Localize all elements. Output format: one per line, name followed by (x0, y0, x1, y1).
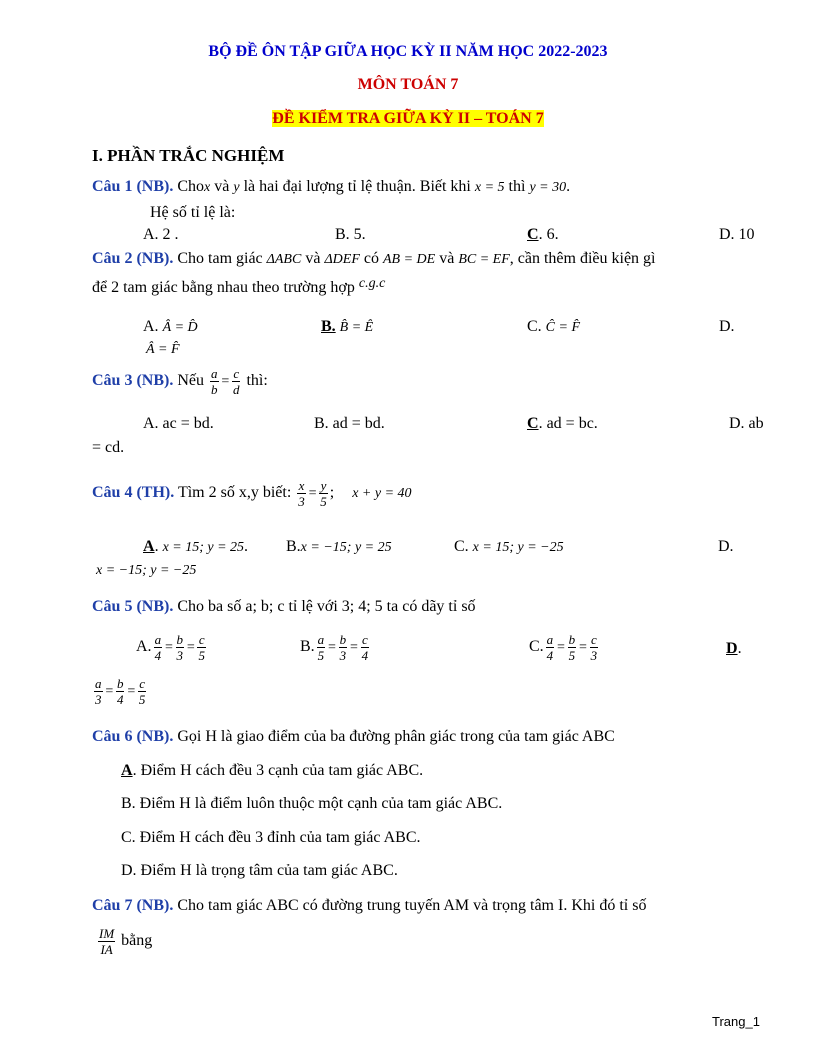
fraction (197, 632, 206, 663)
question-label: Câu 4 (TH). (92, 484, 175, 502)
frac-num: c (361, 632, 368, 647)
frac-den: 5 (317, 648, 325, 663)
q6-text: Gọi H là giao điểm của ba đường phân giác trong của tam giác ABC (173, 728, 615, 745)
math-expr: Â = D̂ (162, 320, 198, 335)
frac-num: b (339, 632, 347, 647)
q6-option-b: B. Điểm H là điểm luôn thuộc một cạnh của tam giác ABC. (121, 795, 503, 812)
q3-option-b: B. ad = bd. (314, 415, 385, 432)
math-var: y (233, 180, 240, 195)
q1-text: . (566, 178, 571, 195)
q1-text: Cho (173, 178, 205, 195)
fraction (590, 632, 599, 663)
q3-option-d: D. ab (729, 415, 764, 432)
math-op: = (349, 640, 359, 656)
frac-num: a (95, 676, 102, 691)
answer-letter: C (527, 415, 539, 432)
fraction (361, 632, 370, 663)
fraction (176, 632, 185, 663)
question-label: Câu 6 (NB). (92, 728, 174, 745)
q3-text: Nếu (173, 372, 208, 390)
q1-option-c (527, 226, 559, 244)
q6-option-c: C. Điểm H cách đều 3 đỉnh của tam giác ABC. (121, 829, 421, 846)
fraction (546, 632, 555, 663)
page-number: Trang_1 (712, 1014, 760, 1029)
question-2 (92, 250, 656, 268)
question-6 (92, 728, 615, 746)
q2-text: và (301, 250, 325, 267)
q2-option-d-label: D. (719, 318, 735, 335)
fraction-chain (315, 632, 371, 663)
document-title: BỘ ĐỀ ÔN TẬP GIỮA HỌC KỲ II NĂM HỌC 2022-2023 (208, 43, 608, 60)
math-expr: x = 15; y = 25 (162, 540, 245, 555)
answer-letter: A (143, 538, 155, 555)
q5-option-d-label (726, 640, 742, 658)
q2-line2 (92, 276, 386, 297)
fraction-chain (544, 632, 600, 663)
q4-option-a (143, 538, 248, 556)
q2-option-a (143, 318, 198, 336)
frac-den: 5 (138, 692, 146, 707)
q4-option-c (454, 538, 564, 556)
math-expr: BC = EF (458, 252, 510, 267)
option-label: B. (300, 638, 315, 656)
frac-den: 5 (198, 648, 205, 663)
math-expr: B̂ = Ê (339, 320, 374, 335)
q2-text: Cho tam giác (173, 250, 267, 267)
q2-text: , cần thêm điều kiện gì (509, 250, 656, 267)
frac-den: 3 (95, 692, 102, 707)
frac-num: y (320, 478, 327, 493)
fraction (154, 632, 163, 663)
q1-text: thì (504, 178, 530, 195)
option-text: . (737, 640, 742, 657)
q5-option-d (92, 676, 148, 707)
math-expr: x = −15; y = 25 (300, 540, 392, 555)
exam-title-wrap (0, 110, 816, 128)
subject-title: MÔN TOÁN 7 (357, 76, 459, 93)
q2-text: để 2 tam giác bằng nhau theo trường hợp (92, 279, 359, 296)
frac-num: c (139, 676, 146, 691)
option-text: . 6. (538, 226, 559, 243)
frac-num: IM (99, 926, 115, 941)
option-label: B. (286, 538, 301, 555)
fraction (210, 366, 219, 397)
q2-option-d: Â = F̂ (146, 342, 180, 357)
answer-letter: A (121, 762, 133, 779)
fraction (297, 478, 306, 509)
math-expr: ΔABC (266, 252, 302, 267)
fraction (138, 676, 147, 707)
question-5 (92, 598, 476, 616)
q7-text: bằng (117, 932, 153, 950)
option-label: C. (527, 318, 546, 335)
frac-den: 4 (154, 648, 162, 663)
answer-letter: D (726, 640, 738, 657)
frac-den: 5 (320, 494, 327, 509)
math-expr: Ĉ = F̂ (545, 320, 581, 335)
frac-den: 4 (116, 692, 124, 707)
q2-option-c (527, 318, 580, 336)
frac-den: 3 (339, 648, 347, 663)
frac-num: a (154, 632, 162, 647)
q7-text: Cho tam giác ABC có đường trung tuyến AM và trọng tâm I. Khi đó tỉ số (173, 897, 647, 914)
frac-num: b (176, 632, 184, 647)
q3-option-c (527, 415, 598, 433)
q1-option-d: D. 10 (719, 226, 755, 243)
frac-num: x (298, 478, 305, 493)
q5-option-c (529, 632, 600, 663)
frac-num: b (568, 632, 576, 647)
frac-den: 4 (546, 648, 554, 663)
fraction-chain (152, 632, 208, 663)
q2-text: và (435, 250, 459, 267)
question-label: Câu 1 (NB). (92, 178, 174, 195)
math-op: = (220, 374, 230, 390)
question-4 (92, 478, 412, 509)
option-label: A. (136, 638, 152, 656)
q5-option-b (300, 632, 371, 663)
question-1 (92, 178, 570, 196)
math-expr: ΔDEF (324, 252, 360, 267)
frac-num: a (317, 632, 325, 647)
q2-option-b (321, 318, 373, 336)
answer-letter: C (527, 226, 539, 243)
frac-den: 3 (176, 648, 184, 663)
q2-text: có (359, 250, 383, 267)
fraction (116, 676, 125, 707)
math-expr: AB = DE (382, 252, 436, 267)
q4-text: ; (329, 484, 335, 502)
frac-den: IA (100, 942, 113, 957)
frac-den: 3 (590, 648, 598, 663)
frac-num: c (198, 632, 205, 647)
option-text: . Điểm H cách đều 3 cạnh của tam giác ABC. (132, 762, 424, 779)
fraction (339, 632, 348, 663)
exam-title: ĐỀ KIỂM TRA GIỮA KỲ II – TOÁN 7 (272, 110, 544, 127)
math-op: = (104, 684, 114, 700)
fraction (94, 676, 103, 707)
frac-num: b (116, 676, 124, 691)
question-label: Câu 7 (NB). (92, 897, 174, 914)
frac-num: c (233, 366, 240, 381)
q3-option-d-cont: = cd. (92, 439, 125, 456)
fraction (568, 632, 577, 663)
option-label: A. (143, 318, 163, 335)
math-var: x (204, 180, 211, 195)
math-op: = (164, 640, 174, 656)
math-op: = (578, 640, 588, 656)
option-text: . ad = bc. (538, 415, 598, 432)
q4-option-d-label: D. (718, 538, 734, 555)
option-text: . (154, 538, 163, 555)
math-op: = (186, 640, 196, 656)
q4-option-d: x = −15; y = −25 (96, 563, 197, 578)
q1-text: là hai đại lượng tỉ lệ thuận. Biết khi (239, 178, 475, 195)
answer-letter: B. (321, 318, 336, 335)
frac-num: a (546, 632, 554, 647)
math-op: = (327, 640, 337, 656)
q1-option-b: B. 5. (335, 226, 366, 243)
frac-den: 3 (298, 494, 305, 509)
q1-text: và (210, 178, 234, 195)
math-expr: x + y = 40 (352, 486, 412, 502)
fraction (317, 632, 326, 663)
q7-line2 (96, 926, 152, 957)
frac-den: d (232, 382, 240, 397)
frac-den: 5 (568, 648, 576, 663)
frac-num: c (590, 632, 597, 647)
fraction-chain (92, 676, 148, 707)
q4-text: Tìm 2 số x,y biết: (174, 484, 296, 502)
q1-line2: Hệ số tỉ lệ là: (150, 204, 236, 221)
question-label: Câu 5 (NB). (92, 598, 174, 615)
math-op: = (307, 486, 318, 502)
q1-option-a: A. 2 . (143, 226, 179, 243)
math-op: = (126, 684, 136, 700)
q3-option-a: A. ac = bd. (143, 415, 214, 432)
q6-option-d: D. Điểm H là trọng tâm của tam giác ABC. (121, 862, 398, 879)
frac-den: 4 (361, 648, 369, 663)
q6-option-a (121, 762, 423, 780)
fraction (319, 478, 328, 509)
math-op: = (556, 640, 566, 656)
option-label: C. (529, 638, 544, 656)
frac-den: b (211, 382, 218, 397)
math-expr: x = 5 (474, 180, 505, 195)
question-label: Câu 2 (NB). (92, 250, 174, 267)
math-expr: c.g.c (358, 276, 386, 291)
section-heading: I. PHẦN TRẮC NGHIỆM (92, 146, 285, 165)
math-expr: x = 15; y = −25 (472, 540, 564, 555)
q5-text: Cho ba số a; b; c tỉ lệ với 3; 4; 5 ta có dãy tỉ số (173, 598, 476, 615)
question-label: Câu 3 (NB). (92, 372, 174, 390)
option-text: . (244, 538, 249, 555)
q3-text: thì: (242, 372, 268, 390)
frac-num: a (211, 366, 218, 381)
fraction (232, 366, 241, 397)
question-7 (92, 897, 646, 915)
question-3 (92, 366, 268, 397)
q4-option-b (286, 538, 392, 556)
option-label: C. (454, 538, 473, 555)
q5-option-a (136, 632, 208, 663)
math-expr: y = 30 (529, 180, 567, 195)
fraction (98, 926, 115, 957)
